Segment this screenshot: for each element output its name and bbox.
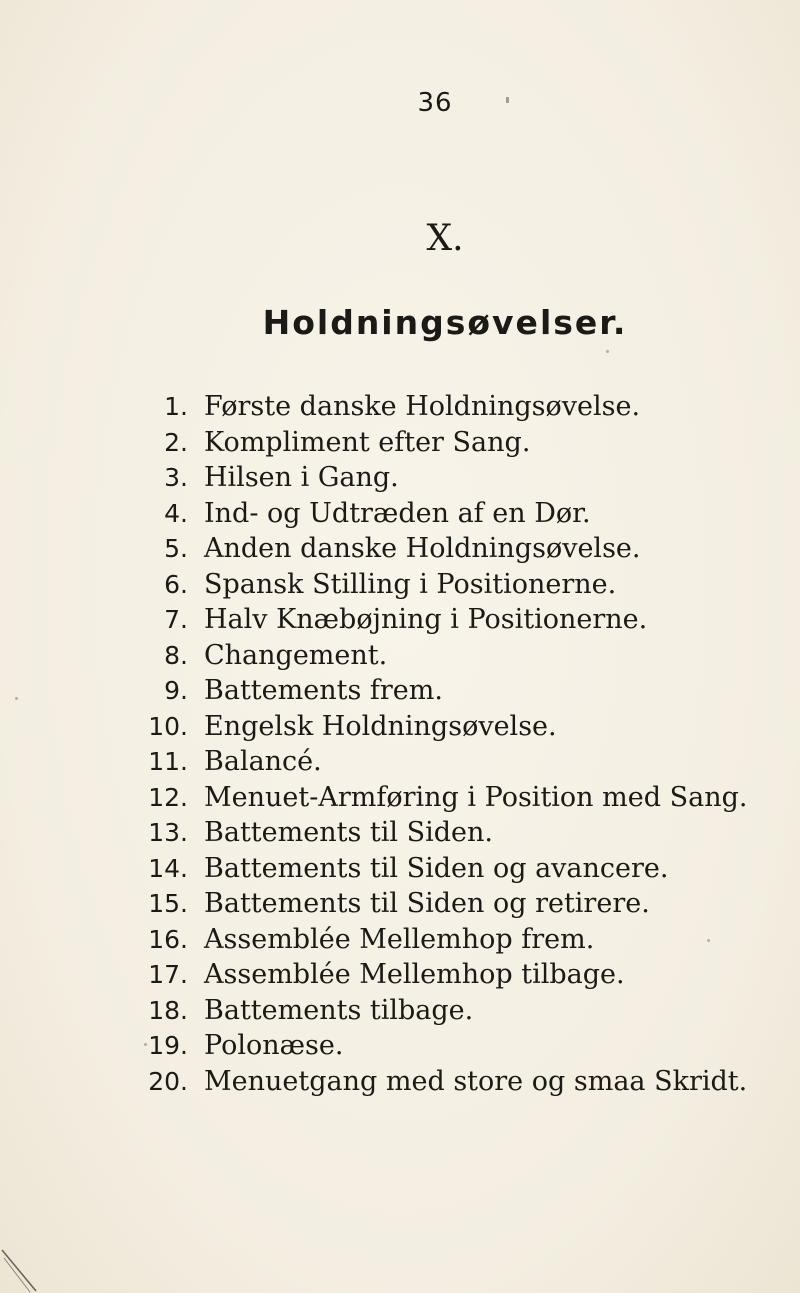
exercise-number: 3. [164,463,188,492]
exercise-item [0,531,800,567]
exercise-item [0,460,800,496]
exercise-item [0,886,800,922]
exercise-title: Polonæse. [204,1030,344,1061]
print-mark [506,97,509,103]
exercise-item [0,815,800,851]
paper-speck [144,1043,147,1046]
exercise-item [0,425,800,461]
exercise-number: 4. [164,498,188,528]
paper-speck [606,350,609,353]
exercise-number: 10. [148,711,188,741]
exercise-title: Ind- og Udtræden af en Dør. [204,497,591,529]
exercise-title: Battements til Siden og avancere. [204,852,669,884]
exercise-item [0,957,800,993]
exercise-item [0,922,800,958]
exercise-number: 6. [164,569,188,599]
exercise-number: 15. [148,889,188,918]
exercise-item [0,496,800,532]
exercise-item [0,709,800,745]
exercise-item [0,389,800,425]
exercise-title: Spansk Stilling i Positionerne. [204,568,617,600]
exercise-number: 13. [148,818,188,847]
exercise-number: 18. [148,995,188,1025]
exercise-title: Menuetgang med store og smaa Skridt. [204,1065,748,1097]
paper-speck [707,939,710,942]
exercise-title: Battements tilbage. [204,994,474,1026]
exercise-title: Battements til Siden. [204,817,493,848]
exercise-title: Balancé. [204,746,322,777]
exercise-list [0,389,800,1099]
exercise-number: 8. [164,640,188,670]
chapter-numeral: X. [426,218,464,259]
exercise-number: 9. [164,676,188,705]
exercise-number: 14. [148,853,188,883]
exercise-number: 11. [148,747,188,776]
exercise-title: Kompliment efter Sang. [204,426,531,458]
exercise-title: Hilsen i Gang. [204,462,399,493]
paper-speck [15,697,18,700]
exercise-number: 16. [148,924,188,954]
exercise-title: Changement. [204,639,388,671]
exercise-number: 7. [164,605,188,634]
exercise-number: 20. [148,1066,188,1096]
exercise-title: Menuet-Armføring i Position med Sang. [204,781,748,813]
exercise-number: 1. [164,392,188,421]
exercise-title: Anden danske Holdningsøvelse. [204,533,641,564]
exercise-number: 2. [164,427,188,457]
exercise-title: Engelsk Holdningsøvelse. [204,710,557,742]
exercise-title: Første danske Holdningsøvelse. [204,391,641,422]
exercise-item [0,1064,800,1100]
exercise-item [0,567,800,603]
exercise-number: 12. [148,782,188,812]
exercise-item [0,993,800,1029]
exercise-item [0,780,800,816]
exercise-item [0,673,800,709]
exercise-title: Assemblée Mellemhop tilbage. [204,959,625,990]
exercise-number: 5. [164,534,188,563]
exercise-number: 17. [148,960,188,989]
exercise-item [0,638,800,674]
exercise-item [0,744,800,780]
exercise-title: Halv Knæbøjning i Positionerne. [204,604,648,635]
section-title: Holdningsøvelser. [262,303,628,342]
exercise-item [0,1028,800,1064]
exercise-item [0,602,800,638]
exercise-title: Assemblée Mellemhop frem. [204,923,595,955]
corner-pencil-mark [0,1248,40,1293]
exercise-title: Battements frem. [204,675,443,706]
page-number: 36 [417,88,453,118]
exercise-title: Battements til Siden og retirere. [204,888,650,919]
exercise-number: 19. [148,1031,188,1060]
exercise-item [0,851,800,887]
